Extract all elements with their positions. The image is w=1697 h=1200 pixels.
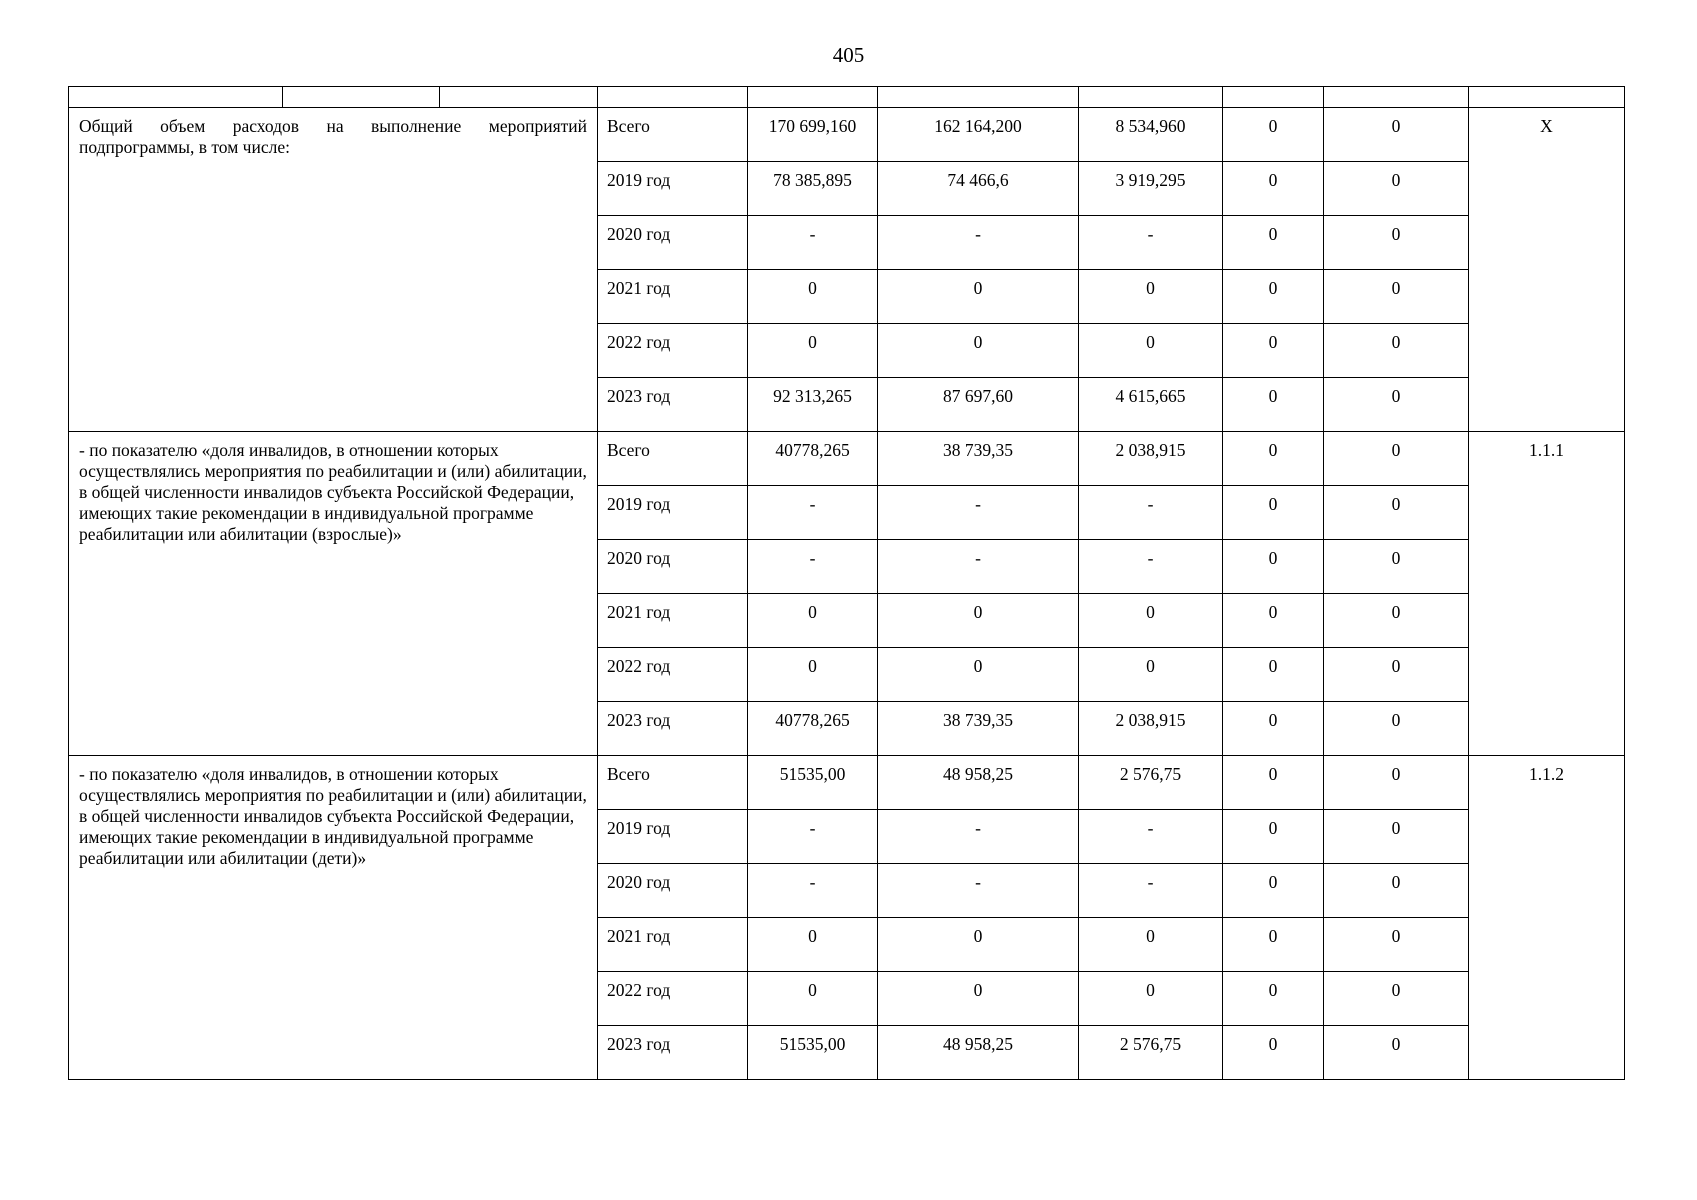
value-cell-v4: 0 (1223, 486, 1324, 540)
value-cell-v1: 92 313,265 (748, 378, 878, 432)
row-description: - по показателю «доля инвалидов, в отношении которых осуществлялись мероприятия по реабилитации и (или) абилитации, в общей численности инвалидов субъекта Российской Федерации, имеющих такие рекомендации в индивидуальной программе реабилитации или абилитации (дети)» (69, 756, 598, 1080)
period-cell: Всего (598, 432, 748, 486)
value-cell-v5: 0 (1324, 540, 1469, 594)
value-cell-v4: 0 (1223, 108, 1324, 162)
value-cell-v4: 0 (1223, 1026, 1324, 1080)
value-cell-v2: 74 466,6 (878, 162, 1079, 216)
value-cell-v2: - (878, 540, 1079, 594)
value-cell-v4: 0 (1223, 810, 1324, 864)
value-cell-v1: - (748, 216, 878, 270)
value-cell-v2: 0 (878, 972, 1079, 1026)
table-row (69, 756, 1625, 810)
value-cell-v4: 0 (1223, 378, 1324, 432)
value-cell-v5: 0 (1324, 270, 1469, 324)
value-cell-v3: 2 038,915 (1079, 432, 1223, 486)
value-cell-v2: 0 (878, 648, 1079, 702)
value-cell-v5: 0 (1324, 594, 1469, 648)
period-cell: 2021 год (598, 594, 748, 648)
value-cell-v2: 48 958,25 (878, 1026, 1079, 1080)
period-cell: 2022 год (598, 324, 748, 378)
value-cell-v2: 38 739,35 (878, 702, 1079, 756)
header-cell (283, 87, 440, 108)
indicator-ref: 1.1.1 (1469, 432, 1625, 756)
value-cell-v3: - (1079, 216, 1223, 270)
value-cell-v3: 8 534,960 (1079, 108, 1223, 162)
value-cell-v1: - (748, 864, 878, 918)
budget-table (68, 86, 1625, 1080)
value-cell-v4: 0 (1223, 972, 1324, 1026)
row-description: - по показателю «доля инвалидов, в отношении которых осуществлялись мероприятия по реабилитации и (или) абилитации, в общей численности инвалидов субъекта Российской Федерации, имеющих такие рекомендации в индивидуальной программе реабилитации или абилитации (взрослые)» (69, 432, 598, 756)
value-cell-v2: 0 (878, 324, 1079, 378)
value-cell-v5: 0 (1324, 918, 1469, 972)
value-cell-v2: - (878, 486, 1079, 540)
value-cell-v2: 87 697,60 (878, 378, 1079, 432)
period-cell: Всего (598, 108, 748, 162)
period-cell: 2023 год (598, 702, 748, 756)
value-cell-v3: 0 (1079, 972, 1223, 1026)
value-cell-v1: - (748, 486, 878, 540)
indicator-ref: 1.1.2 (1469, 756, 1625, 1080)
value-cell-v2: 0 (878, 594, 1079, 648)
value-cell-v2: 162 164,200 (878, 108, 1079, 162)
value-cell-v1: 0 (748, 648, 878, 702)
header-cell (69, 87, 283, 108)
value-cell-v3: 0 (1079, 594, 1223, 648)
value-cell-v2: 48 958,25 (878, 756, 1079, 810)
value-cell-v3: 2 576,75 (1079, 1026, 1223, 1080)
value-cell-v3: - (1079, 540, 1223, 594)
period-cell: 2020 год (598, 540, 748, 594)
value-cell-v5: 0 (1324, 1026, 1469, 1080)
value-cell-v4: 0 (1223, 648, 1324, 702)
value-cell-v2: - (878, 864, 1079, 918)
value-cell-v1: 0 (748, 594, 878, 648)
value-cell-v3: 2 576,75 (1079, 756, 1223, 810)
value-cell-v5: 0 (1324, 378, 1469, 432)
period-cell: 2020 год (598, 216, 748, 270)
value-cell-v1: - (748, 540, 878, 594)
period-cell: 2023 год (598, 378, 748, 432)
value-cell-v4: 0 (1223, 702, 1324, 756)
header-cell (1469, 87, 1625, 108)
header-cell (1079, 87, 1223, 108)
period-cell: 2019 год (598, 162, 748, 216)
value-cell-v5: 0 (1324, 108, 1469, 162)
value-cell-v5: 0 (1324, 324, 1469, 378)
value-cell-v1: 0 (748, 270, 878, 324)
value-cell-v3: 3 919,295 (1079, 162, 1223, 216)
value-cell-v4: 0 (1223, 540, 1324, 594)
value-cell-v4: 0 (1223, 270, 1324, 324)
value-cell-v1: 0 (748, 324, 878, 378)
value-cell-v4: 0 (1223, 216, 1324, 270)
header-cell (1324, 87, 1469, 108)
value-cell-v4: 0 (1223, 864, 1324, 918)
value-cell-v5: 0 (1324, 648, 1469, 702)
value-cell-v1: 51535,00 (748, 756, 878, 810)
row-description: Общий объем расходов на выполнение мероприятий подпрограммы, в том числе: (69, 108, 598, 432)
header-cell (1223, 87, 1324, 108)
value-cell-v4: 0 (1223, 594, 1324, 648)
period-cell: 2020 год (598, 864, 748, 918)
value-cell-v1: 0 (748, 972, 878, 1026)
value-cell-v5: 0 (1324, 756, 1469, 810)
value-cell-v3: - (1079, 864, 1223, 918)
value-cell-v4: 0 (1223, 162, 1324, 216)
header-cell (440, 87, 598, 108)
value-cell-v3: 0 (1079, 324, 1223, 378)
value-cell-v1: 170 699,160 (748, 108, 878, 162)
value-cell-v4: 0 (1223, 432, 1324, 486)
value-cell-v3: - (1079, 486, 1223, 540)
value-cell-v3: 0 (1079, 648, 1223, 702)
value-cell-v1: 78 385,895 (748, 162, 878, 216)
period-cell: 2023 год (598, 1026, 748, 1080)
value-cell-v3: 2 038,915 (1079, 702, 1223, 756)
table-row (69, 108, 1625, 162)
value-cell-v5: 0 (1324, 810, 1469, 864)
period-cell: 2022 год (598, 972, 748, 1026)
value-cell-v1: 51535,00 (748, 1026, 878, 1080)
period-cell: 2022 год (598, 648, 748, 702)
value-cell-v3: 4 615,665 (1079, 378, 1223, 432)
period-cell: 2019 год (598, 810, 748, 864)
period-cell: 2021 год (598, 918, 748, 972)
value-cell-v4: 0 (1223, 918, 1324, 972)
period-cell: 2021 год (598, 270, 748, 324)
table-row (69, 432, 1625, 486)
value-cell-v1: 0 (748, 918, 878, 972)
value-cell-v3: - (1079, 810, 1223, 864)
value-cell-v5: 0 (1324, 864, 1469, 918)
page-number: 405 (832, 43, 865, 67)
header-row (69, 87, 1625, 108)
value-cell-v1: 40778,265 (748, 702, 878, 756)
value-cell-v4: 0 (1223, 324, 1324, 378)
period-cell: 2019 год (598, 486, 748, 540)
value-cell-v2: - (878, 810, 1079, 864)
period-cell: Всего (598, 756, 748, 810)
value-cell-v2: - (878, 216, 1079, 270)
value-cell-v3: 0 (1079, 270, 1223, 324)
value-cell-v2: 0 (878, 918, 1079, 972)
value-cell-v3: 0 (1079, 918, 1223, 972)
value-cell-v5: 0 (1324, 702, 1469, 756)
value-cell-v1: 40778,265 (748, 432, 878, 486)
value-cell-v5: 0 (1324, 972, 1469, 1026)
value-cell-v2: 38 739,35 (878, 432, 1079, 486)
value-cell-v5: 0 (1324, 486, 1469, 540)
indicator-ref: Х (1469, 108, 1625, 432)
value-cell-v2: 0 (878, 270, 1079, 324)
value-cell-v5: 0 (1324, 216, 1469, 270)
value-cell-v5: 0 (1324, 162, 1469, 216)
header-cell (598, 87, 748, 108)
value-cell-v1: - (748, 810, 878, 864)
header-cell (878, 87, 1079, 108)
value-cell-v4: 0 (1223, 756, 1324, 810)
value-cell-v5: 0 (1324, 432, 1469, 486)
header-cell (748, 87, 878, 108)
